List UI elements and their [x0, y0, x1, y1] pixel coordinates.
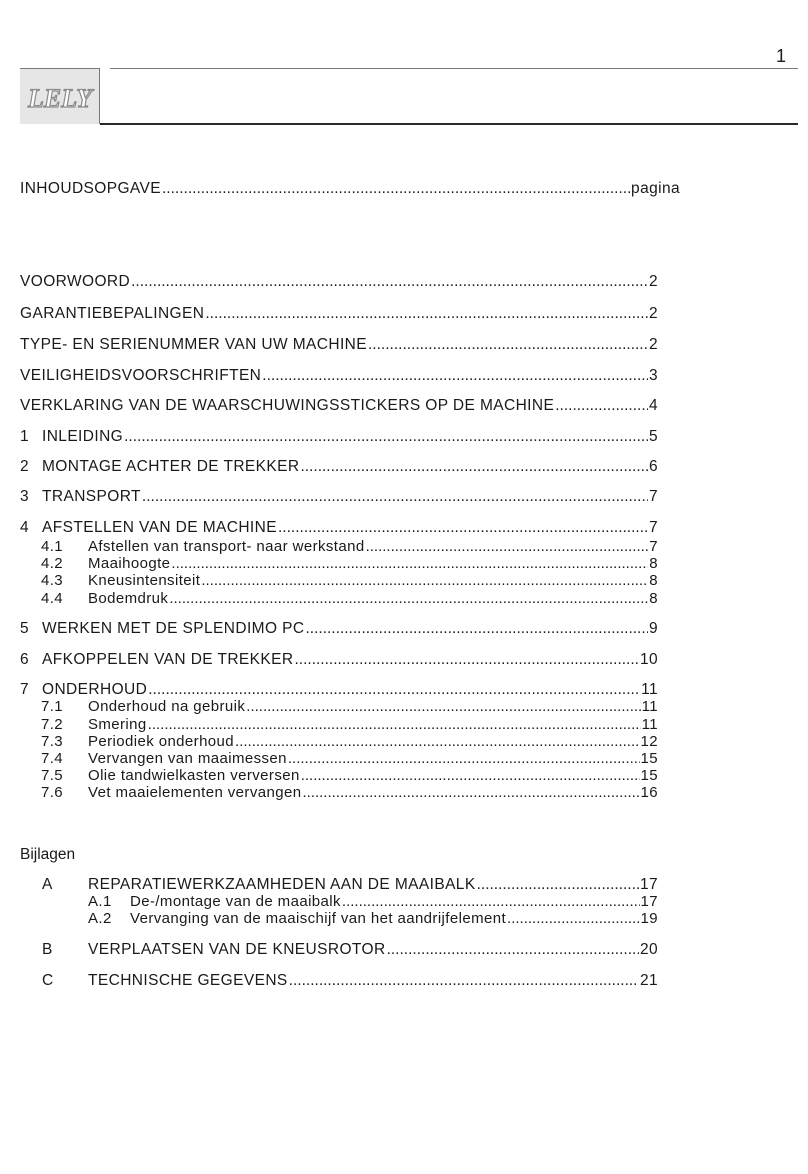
- entry-label: VOORWOORD: [20, 273, 131, 290]
- entry-page: 7: [648, 519, 658, 536]
- appendix-entry: [42, 876, 658, 893]
- entry-page: 17: [640, 893, 658, 910]
- toc-subentry: [20, 767, 658, 784]
- dot-leader: [288, 750, 640, 767]
- toc-subentry: [20, 698, 658, 715]
- entry-page: pagina: [631, 180, 680, 197]
- dot-leader: [555, 397, 648, 414]
- dot-leader: [300, 458, 648, 475]
- toc-chapter: [20, 458, 658, 475]
- entry-label: TYPE- EN SERIENUMMER VAN UW MACHINE: [20, 336, 367, 353]
- entry-number: C: [42, 972, 54, 989]
- dot-leader: [301, 767, 640, 784]
- entry-label: Periodiek onderhoud: [88, 733, 235, 750]
- dot-leader: [169, 590, 648, 607]
- toc-subentry: [20, 784, 658, 801]
- entry-number: 7.3: [41, 733, 64, 750]
- entry-number: 4.4: [41, 590, 64, 607]
- dot-leader: [201, 572, 648, 589]
- entry-page: 8: [649, 590, 658, 607]
- entry-number: 6: [20, 651, 30, 668]
- entry-number: 4.2: [41, 555, 64, 572]
- dot-leader: [294, 651, 638, 668]
- entry-page: 10: [639, 651, 658, 668]
- entry-number: 4.3: [41, 572, 64, 589]
- entry-page: 9: [648, 620, 658, 637]
- entry-page: 21: [639, 972, 658, 989]
- entry-label: TRANSPORT: [42, 488, 141, 505]
- entry-label: INLEIDING: [42, 428, 124, 445]
- toc-chapter: [20, 620, 658, 637]
- entry-number: 7.4: [41, 750, 64, 767]
- entry-page: 11: [641, 681, 658, 698]
- entry-page: 8: [649, 572, 658, 589]
- dot-leader: [507, 910, 639, 927]
- dot-leader: [477, 876, 639, 893]
- entry-page: 2: [648, 273, 658, 290]
- dot-leader: [278, 519, 648, 536]
- entry-label: Vervangen van maaimessen: [88, 750, 287, 767]
- entry-label: MONTAGE ACHTER DE TREKKER: [42, 458, 300, 475]
- toc-chapter: [20, 488, 658, 505]
- page-number: 1: [775, 46, 786, 66]
- entry-page: 7: [648, 488, 658, 505]
- svg-text:LELY: LELY: [27, 84, 93, 113]
- entry-page: 8: [649, 555, 658, 572]
- entry-number: 7.2: [41, 716, 64, 733]
- toc-subentry: [20, 555, 658, 572]
- entry-label: Vervanging van de maaischijf van het aandrijfelement: [130, 910, 507, 927]
- entry-page: 17: [639, 876, 658, 893]
- toc-subentry: [20, 590, 658, 607]
- entry-label: Olie tandwielkasten verversen: [88, 767, 300, 784]
- dot-leader: [302, 784, 639, 801]
- entry-label: VERPLAATSEN VAN DE KNEUSROTOR: [88, 941, 386, 958]
- entry-label: AFSTELLEN VAN DE MACHINE: [42, 519, 277, 536]
- lely-logo-mark: [24, 73, 96, 121]
- entry-number: B: [42, 941, 53, 958]
- entry-page: 16: [640, 784, 658, 801]
- entry-number: 7: [20, 681, 30, 698]
- entry-page: 2: [648, 336, 658, 353]
- appendix-heading: Bijlagen: [20, 846, 76, 863]
- entry-page: 7: [649, 538, 658, 555]
- entry-label: WERKEN MET DE SPLENDIMO PC: [42, 620, 305, 637]
- toc-entry: [20, 336, 658, 353]
- toc-header: [20, 180, 680, 197]
- entry-number: 7.5: [41, 767, 64, 784]
- dot-leader: [368, 336, 648, 353]
- entry-page: 3: [648, 367, 658, 384]
- toc-chapter: [20, 651, 658, 668]
- entry-page: 12: [640, 733, 658, 750]
- dot-leader: [124, 428, 648, 445]
- dot-leader: [162, 180, 630, 197]
- dot-leader: [387, 941, 639, 958]
- dot-leader: [246, 698, 640, 715]
- dot-leader: [148, 716, 641, 733]
- dot-leader: [148, 681, 640, 698]
- entry-label: Smering: [88, 716, 147, 733]
- appendix-entry: [42, 972, 658, 989]
- header-rule: [100, 123, 798, 125]
- entry-label: De-/montage van de maaibalk: [130, 893, 341, 910]
- toc-entry: [20, 305, 658, 322]
- toc-subentry: [20, 716, 658, 733]
- entry-number: 7.1: [41, 698, 64, 715]
- dot-leader: [235, 733, 639, 750]
- toc-chapter: [20, 681, 658, 698]
- dot-leader: [366, 538, 649, 555]
- entry-page: 2: [648, 305, 658, 322]
- entry-number: 4.1: [41, 538, 64, 555]
- entry-page: 19: [640, 910, 658, 927]
- entry-label: INHOUDSOPGAVE: [20, 180, 161, 197]
- entry-number: A.1: [88, 893, 112, 910]
- dot-leader: [205, 305, 648, 322]
- entry-number: 3: [20, 488, 30, 505]
- entry-page: 6: [648, 458, 658, 475]
- entry-page: 11: [641, 716, 658, 733]
- toc-entry: [20, 273, 658, 290]
- top-rule: [110, 68, 798, 69]
- entry-number: 4: [20, 519, 30, 536]
- entry-label: REPARATIEWERKZAAMHEDEN AAN DE MAAIBALK: [88, 876, 476, 893]
- entry-label: Afstellen van transport- naar werkstand: [88, 538, 365, 555]
- entry-number: A: [42, 876, 53, 893]
- toc-entry: [20, 397, 658, 414]
- entry-label: Onderhoud na gebruik: [88, 698, 246, 715]
- toc-entry: [20, 367, 658, 384]
- lely-logo: [20, 68, 100, 124]
- entry-label: Maaihoogte: [88, 555, 171, 572]
- entry-label: Vet maaielementen vervangen: [88, 784, 302, 801]
- dot-leader: [171, 555, 648, 572]
- entry-number: 2: [20, 458, 30, 475]
- entry-label: VEILIGHEIDSVOORSCHRIFTEN: [20, 367, 262, 384]
- entry-page: 15: [640, 750, 658, 767]
- entry-label: AFKOPPELEN VAN DE TREKKER: [42, 651, 294, 668]
- dot-leader: [305, 620, 648, 637]
- dot-leader: [289, 972, 639, 989]
- entry-label: GARANTIEBEPALINGEN: [20, 305, 205, 322]
- toc-subentry: [20, 750, 658, 767]
- entry-page: 4: [648, 397, 658, 414]
- toc-chapter: [20, 519, 658, 536]
- entry-number: A.2: [88, 910, 112, 927]
- entry-page: 20: [639, 941, 658, 958]
- entry-number: 5: [20, 620, 30, 637]
- entry-page: 5: [648, 428, 658, 445]
- appendix-entry: [42, 941, 658, 958]
- entry-label: VERKLARING VAN DE WAARSCHUWINGSSTICKERS OP DE MACHINE: [20, 397, 555, 414]
- entry-label: Bodemdruk: [88, 590, 169, 607]
- entry-label: Kneusintensiteit: [88, 572, 201, 589]
- toc-chapter: [20, 428, 658, 445]
- toc-subentry: [20, 572, 658, 589]
- entry-number: 1: [20, 428, 30, 445]
- entry-label: TECHNISCHE GEGEVENS: [88, 972, 288, 989]
- toc-subentry: [20, 538, 658, 555]
- entry-page: 15: [640, 767, 658, 784]
- entry-page: 11: [641, 698, 658, 715]
- toc-subentry: [20, 733, 658, 750]
- dot-leader: [342, 893, 640, 910]
- appendix-subentry: [88, 910, 658, 927]
- appendix-subentry: [88, 893, 658, 910]
- dot-leader: [131, 273, 648, 290]
- entry-label: ONDERHOUD: [42, 681, 148, 698]
- dot-leader: [142, 488, 648, 505]
- dot-leader: [262, 367, 648, 384]
- entry-number: 7.6: [41, 784, 64, 801]
